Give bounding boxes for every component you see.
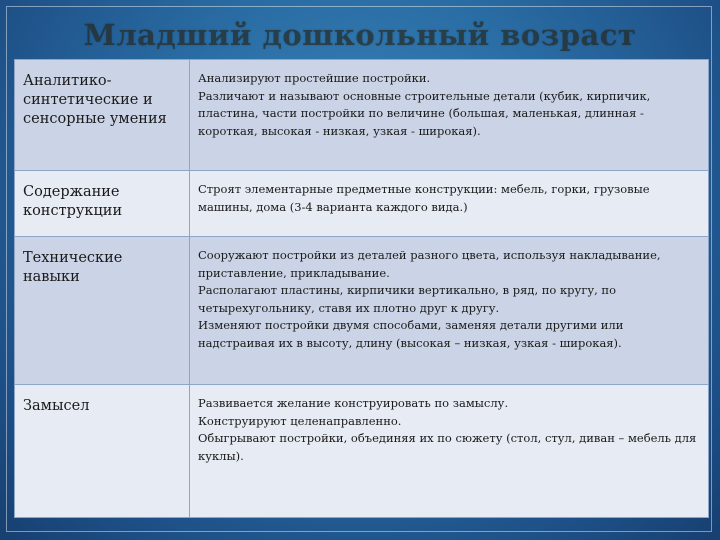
- row-description: [190, 171, 709, 237]
- description-line: Развивается желание конструировать по замыслу.: [198, 396, 509, 410]
- row-label: Технические навыки: [15, 237, 190, 385]
- description-line: Располагают пластины, кирпичики вертикально, в ряд, по кругу, по четырехугольнику, ставя их плотно друг к другу.: [198, 283, 617, 315]
- description-line: Изменяют постройки двумя способами, заменяя детали другими или надстраивая их в высоту, длину (высокая – низкая, узкая - широкая).: [198, 318, 624, 350]
- description-line: Анализируют простейшие постройки.: [198, 71, 431, 85]
- row-label: Замысел: [15, 385, 190, 518]
- description-line: Различают и называют основные строительные детали (кубик, кирпичик, пластина, части постройки по величине (большая, маленькая, длинная - короткая, высокая - низкая, узкая - широкая).: [198, 88, 651, 138]
- content-table: [14, 59, 709, 518]
- row-description: [190, 60, 709, 171]
- table-row: [15, 171, 709, 237]
- row-description: [190, 237, 709, 385]
- description-line: Обыгрывают постройки, объединяя их по сюжету (стол, стул, диван – мебель для куклы).: [198, 431, 697, 463]
- row-label: Аналитико-синтетические и сенсорные умения: [15, 60, 190, 171]
- table-row: [15, 385, 709, 518]
- table-row: [15, 237, 709, 385]
- row-label: Содержание конструкции: [15, 171, 190, 237]
- description-line: Сооружают постройки из деталей разного цвета, используя накладывание, приставление, прикладывание.: [198, 248, 661, 280]
- row-description: [190, 385, 709, 518]
- table-row: [15, 60, 709, 171]
- slide-title: Младший дошкольный возраст: [83, 18, 637, 52]
- description-line: Конструируют целенаправленно.: [198, 413, 402, 428]
- description-line: Строят элементарные предметные конструкции: мебель, горки, грузовые машины, дома (3-4 варианта каждого вида.): [198, 182, 650, 214]
